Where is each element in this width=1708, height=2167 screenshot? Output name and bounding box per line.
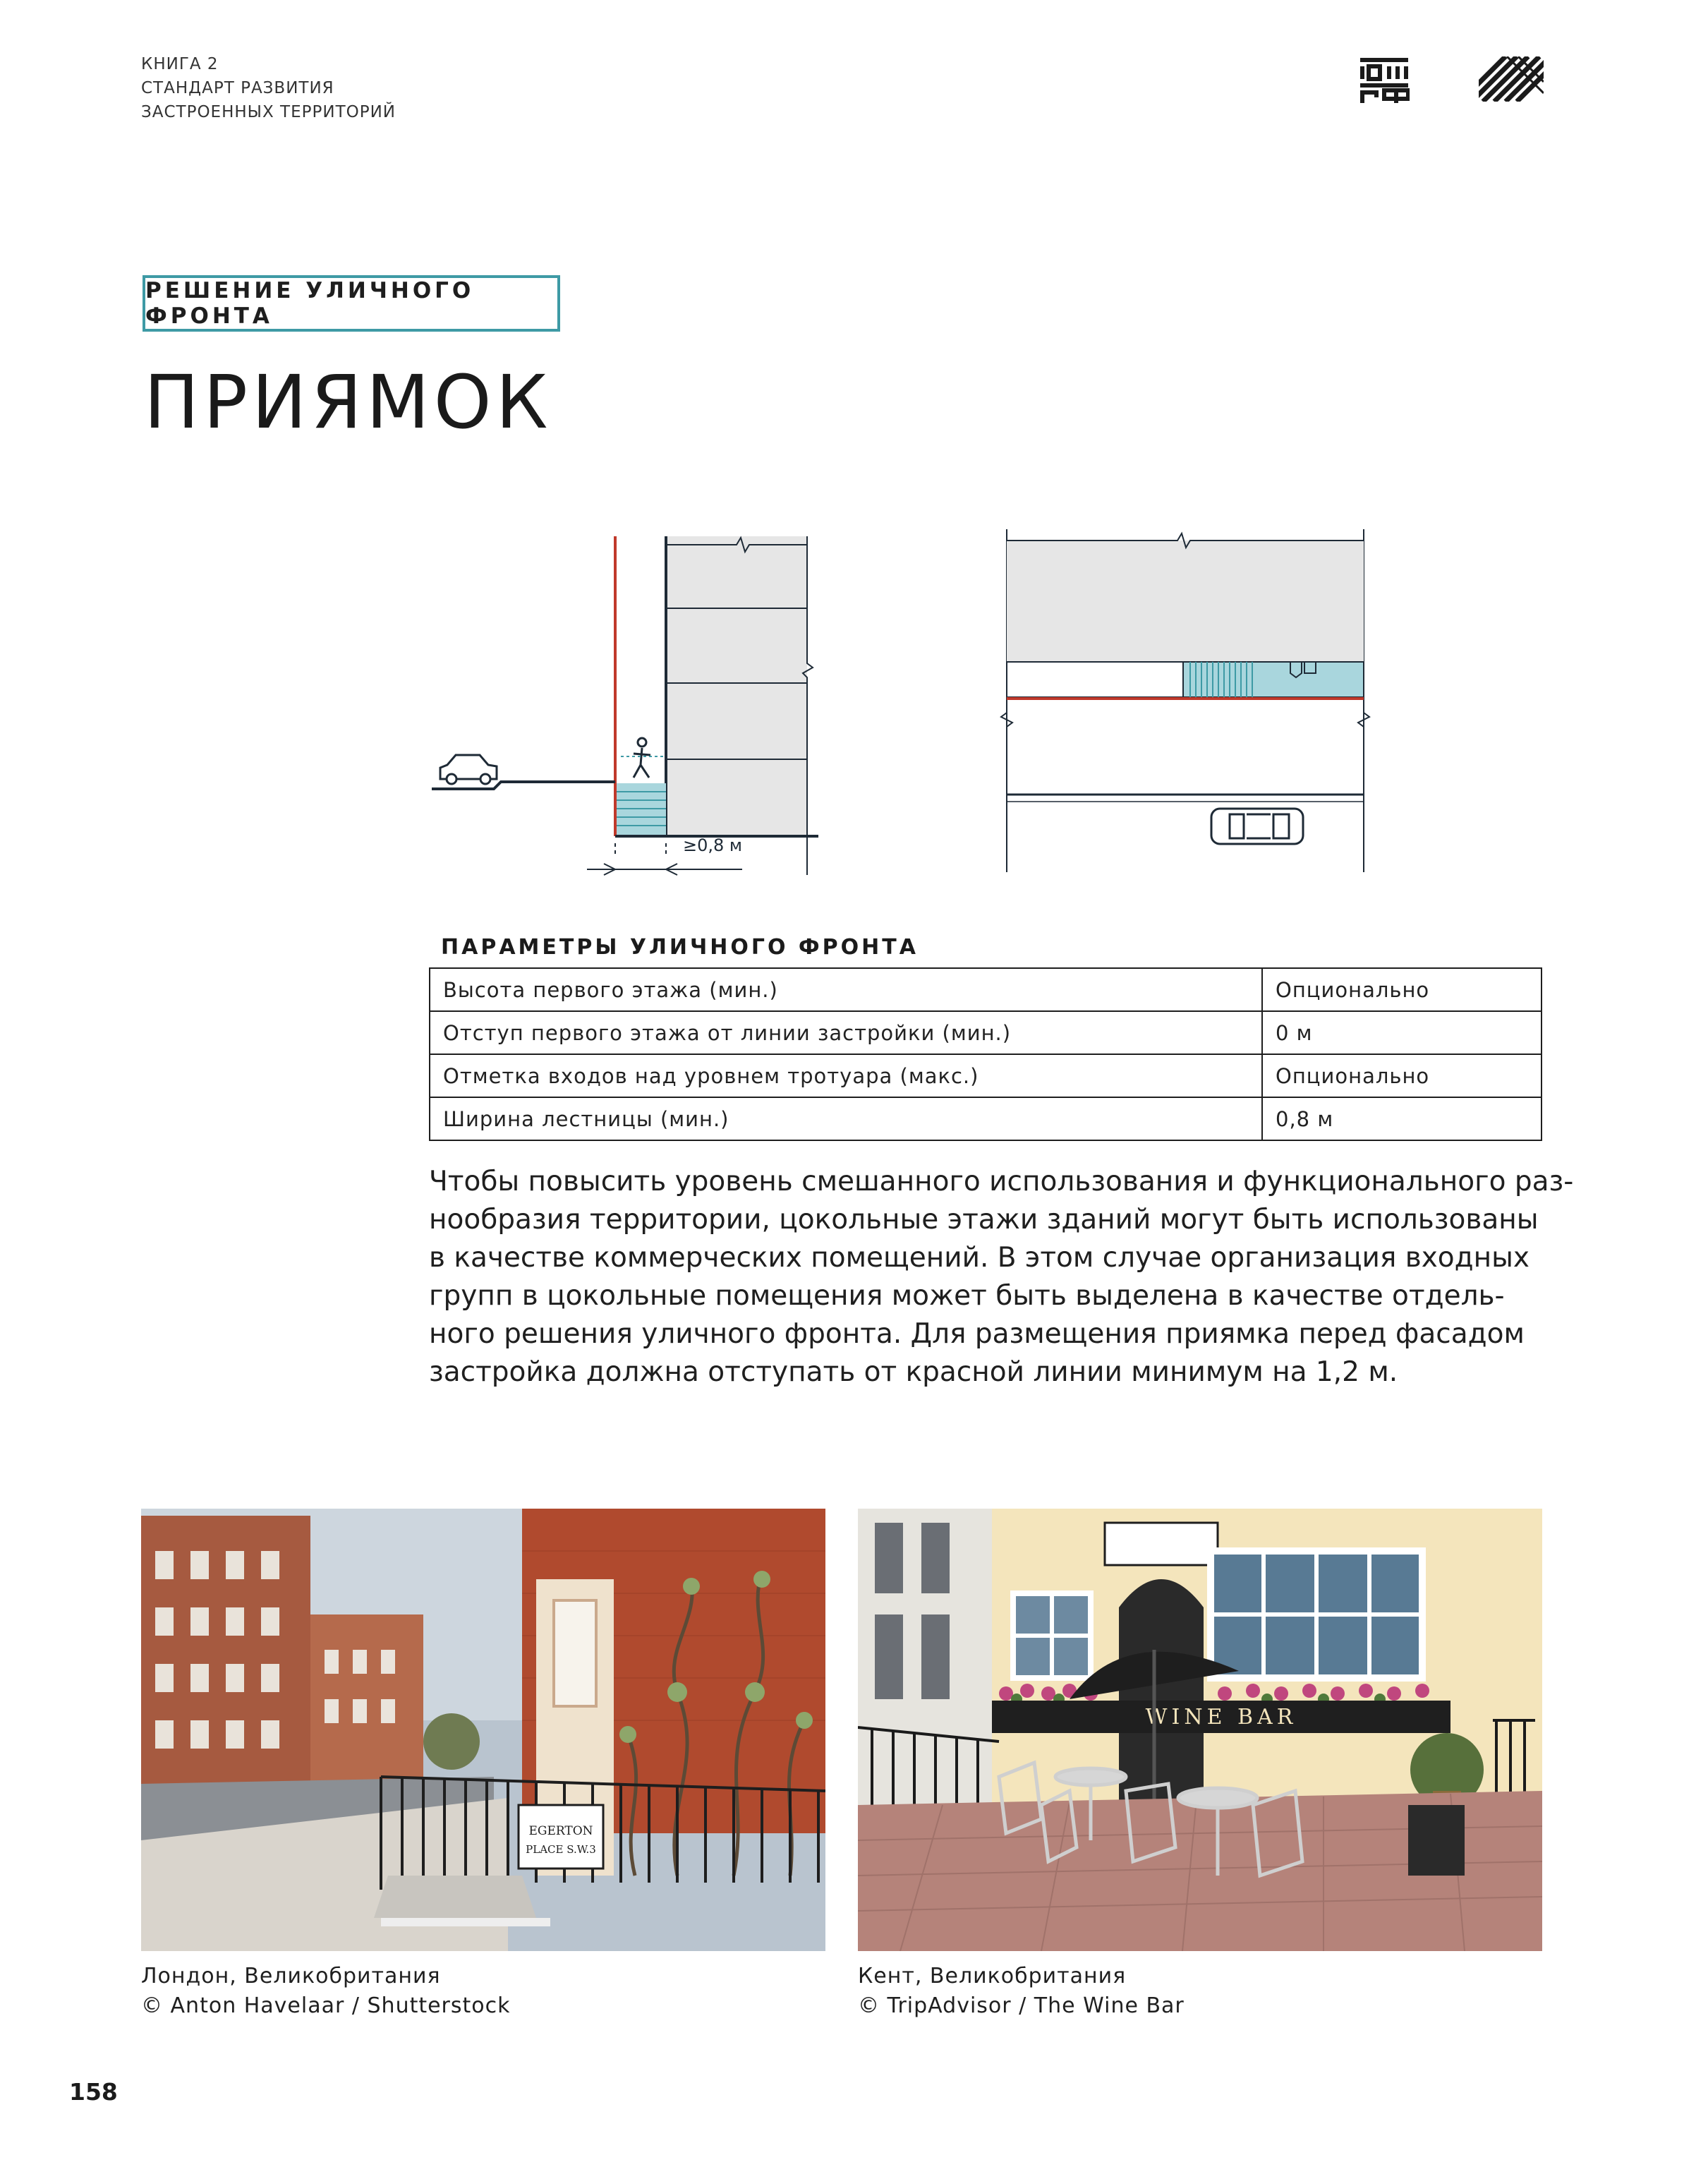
param-name: Ширина лестницы (мин.) [430, 1097, 1262, 1140]
table-row [430, 1097, 1542, 1140]
plan-diagram [991, 529, 1379, 875]
wine-bar-sign-text: WINE BAR [1145, 1705, 1297, 1730]
header-line-3: ЗАСТРОЕННЫХ ТЕРРИТОРИЙ [141, 103, 396, 121]
section-diagram [423, 529, 818, 882]
table-row [430, 1011, 1542, 1054]
car-plan-icon [1211, 809, 1303, 844]
body-line: Чтобы повысить уровень смешанного использования и функционального раз- [429, 1166, 1574, 1197]
pit-plan [1183, 662, 1364, 697]
params-title: ПАРАМЕТРЫ УЛИЧНОГО ФРОНТА [441, 935, 919, 960]
header-line-1: КНИГА 2 [141, 55, 219, 73]
table-row [430, 968, 1542, 1011]
street-sign-line-1: EGERTON [528, 1824, 593, 1838]
body-paragraph [429, 1163, 1574, 1392]
caption-london [141, 1962, 511, 2021]
param-name: Отступ первого этажа от линии застройки (мин.) [430, 1011, 1262, 1054]
caption-place: Лондон, Великобритания [141, 1964, 441, 1988]
param-name: Высота первого этажа (мин.) [430, 968, 1262, 1011]
param-value: Опционально [1262, 968, 1542, 1011]
caption-kent [858, 1962, 1185, 2021]
params-table [429, 967, 1542, 1141]
table-row [430, 1054, 1542, 1097]
category-label-box [143, 275, 560, 332]
pedestrian-icon [634, 738, 650, 778]
dom-rf-logo [1359, 56, 1410, 103]
page-number: 158 [69, 2078, 118, 2106]
street-sign-line-2: PLACE S.W.3 [526, 1843, 596, 1856]
param-value: Опционально [1262, 1054, 1542, 1097]
param-value: 0,8 м [1262, 1097, 1542, 1140]
photo-london [141, 1509, 825, 1951]
caption-credit: © Anton Havelaar / Shutterstock [141, 1993, 511, 2018]
header-line-2: СТАНДАРТ РАЗВИТИЯ [141, 79, 334, 97]
param-name: Отметка входов над уровнем тротуара (макс.) [430, 1054, 1262, 1097]
page-title: ПРИЯМОК [144, 359, 552, 445]
category-label: РЕШЕНИЕ УЛИЧНОГО ФРОНТА [145, 278, 475, 329]
dimension-label: ≥0,8 м [683, 835, 743, 855]
book-header [141, 52, 396, 124]
param-value: 0 м [1262, 1011, 1542, 1054]
car-icon [440, 755, 497, 784]
photo-kent [858, 1509, 1542, 1951]
body-line: застройка должна отступать от красной линии минимум на 1,2 м. [429, 1356, 1398, 1388]
body-line: в качестве коммерческих помещений. В этом случае организация входных [429, 1242, 1530, 1274]
body-line: групп в цокольные помещения может быть выделена в качестве отдель- [429, 1280, 1505, 1312]
building-plan [1007, 541, 1364, 662]
building-section [666, 536, 807, 836]
caption-credit: © TripAdvisor / The Wine Bar [858, 1993, 1185, 2018]
body-line: ного решения уличного фронта. Для размещения приямка перед фасадом [429, 1318, 1525, 1350]
body-line: нообразия территории, цокольные этажи зданий могут быть использованы [429, 1204, 1539, 1236]
pattern-logo [1479, 56, 1544, 102]
caption-place: Кент, Великобритания [858, 1964, 1127, 1988]
